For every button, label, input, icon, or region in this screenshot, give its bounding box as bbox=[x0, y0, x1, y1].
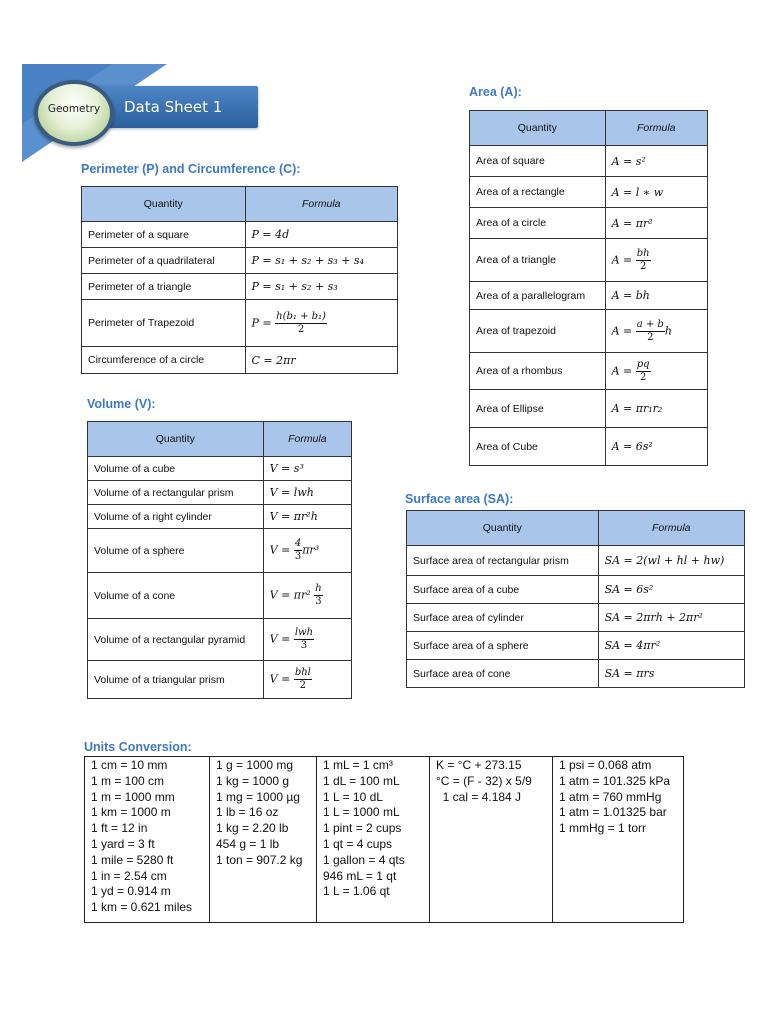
quantity-header: Quantity bbox=[407, 511, 599, 546]
fraction-numerator: bhl bbox=[294, 667, 311, 678]
table-row bbox=[407, 546, 745, 576]
table-row bbox=[82, 274, 398, 300]
conversion-line: 1 in = 2.54 cm bbox=[91, 868, 167, 883]
fraction bbox=[636, 359, 651, 384]
quantity-cell: Volume of a cone bbox=[88, 573, 264, 619]
units-conversion-table bbox=[84, 756, 684, 923]
table-row bbox=[407, 576, 745, 604]
fraction-numerator: lwh bbox=[294, 627, 314, 638]
formula-cell: SA = 2πrh + 2πr² bbox=[598, 604, 744, 632]
table-row bbox=[88, 529, 352, 573]
table-row bbox=[82, 248, 398, 274]
fraction-denominator: 3 bbox=[294, 551, 302, 562]
conversion-line: 454 g = 1 lb bbox=[216, 836, 280, 851]
units-column-length bbox=[85, 757, 210, 923]
conversion-line: 1 cm = 10 mm bbox=[91, 758, 168, 772]
table-row bbox=[82, 300, 398, 347]
table-row bbox=[470, 390, 708, 428]
conversion-line: 1 atm = 760 mmHg bbox=[559, 789, 662, 804]
formula-cell: SA = πrs bbox=[598, 660, 744, 688]
quantity-header: Quantity bbox=[88, 422, 264, 457]
formula-cell: SA = 4πr² bbox=[598, 632, 744, 660]
units-column-volume bbox=[317, 757, 430, 923]
surface-area-table bbox=[406, 510, 745, 688]
quantity-cell: Area of Ellipse bbox=[470, 390, 606, 428]
formula-cell bbox=[263, 661, 351, 699]
formula-cell: P = s₁ + s₂ + s₃ + s₄ bbox=[245, 248, 397, 274]
fraction-numerator: h bbox=[315, 583, 322, 594]
formula-lhs: A = bbox=[611, 253, 633, 266]
formula-cell bbox=[605, 353, 707, 390]
table-row bbox=[88, 457, 352, 481]
table-row bbox=[88, 619, 352, 661]
conversion-line: 1 kg = 1000 g bbox=[216, 773, 290, 788]
formula-cell: A = πr₁r₂ bbox=[605, 390, 707, 428]
quantity-cell: Circumference of a circle bbox=[82, 347, 246, 374]
formula-cell: V = lwh bbox=[263, 481, 351, 505]
formula-lhs: A = bbox=[611, 324, 633, 337]
formula-cell bbox=[605, 310, 707, 353]
fraction-denominator: 3 bbox=[315, 596, 322, 607]
area-table bbox=[469, 110, 708, 466]
conversion-line: 1 gallon = 4 qts bbox=[323, 852, 405, 867]
quantity-cell: Volume of a rectangular prism bbox=[88, 481, 264, 505]
conversion-line: 946 mL = 1 qt bbox=[323, 868, 397, 883]
geometry-badge-label: Geometry bbox=[47, 103, 101, 115]
fraction-denominator: 3 bbox=[300, 640, 308, 651]
formula-cell bbox=[245, 300, 397, 347]
quantity-cell: Area of a triangle bbox=[470, 239, 606, 282]
formula-cell: A = πr² bbox=[605, 208, 707, 239]
table-row bbox=[88, 505, 352, 529]
fraction bbox=[294, 538, 302, 563]
quantity-cell: Volume of a cube bbox=[88, 457, 264, 481]
area-heading: Area (A): bbox=[469, 85, 522, 99]
quantity-cell: Surface area of a sphere bbox=[407, 632, 599, 660]
fraction-numerator: h(b₁ + b₁) bbox=[276, 310, 326, 322]
formula-header: Formula bbox=[605, 111, 707, 146]
table-row bbox=[470, 177, 708, 208]
formula-header: Formula bbox=[263, 422, 351, 457]
formula-rhs: πr³ bbox=[302, 543, 320, 557]
quantity-cell: Area of a circle bbox=[470, 208, 606, 239]
formula-lhs: V = bbox=[269, 543, 291, 557]
fraction-numerator: bh bbox=[636, 247, 650, 259]
conversion-line: 1 lb = 16 oz bbox=[216, 805, 279, 820]
fraction-denominator: 2 bbox=[639, 260, 647, 272]
formula-cell: C = 2πr bbox=[245, 347, 397, 374]
formula-cell: A = 6s² bbox=[605, 428, 707, 466]
table-row bbox=[470, 282, 708, 310]
quantity-header: Quantity bbox=[82, 187, 246, 222]
table-row bbox=[407, 660, 745, 688]
surface-heading: Surface area (SA): bbox=[405, 492, 514, 506]
conversion-line: 1 ton = 907.2 kg bbox=[216, 852, 303, 867]
conversion-line: 1 atm = 1.01325 bar bbox=[559, 805, 667, 820]
table-row bbox=[407, 604, 745, 632]
conversion-line: 1 qt = 4 cups bbox=[323, 836, 393, 851]
fraction bbox=[275, 311, 327, 336]
table-row bbox=[470, 239, 708, 282]
quantity-cell: Volume of a triangular prism bbox=[88, 661, 264, 699]
quantity-cell: Surface area of cone bbox=[407, 660, 599, 688]
quantity-cell: Perimeter of a square bbox=[82, 222, 246, 248]
table-row bbox=[88, 661, 352, 699]
conversion-line: 1 mg = 1000 µg bbox=[216, 789, 300, 804]
formula-lhs: V = πr² bbox=[269, 588, 311, 602]
conversion-line: 1 m = 1000 mm bbox=[91, 789, 175, 804]
fraction-numerator: 4 bbox=[294, 538, 302, 549]
formula-cell: A = bh bbox=[605, 282, 707, 310]
table-row bbox=[470, 310, 708, 353]
table-row bbox=[82, 347, 398, 374]
table-row bbox=[470, 208, 708, 239]
fraction-denominator: 2 bbox=[647, 331, 654, 343]
units-column-temperature bbox=[430, 757, 553, 923]
formula-cell: SA = 6s² bbox=[598, 576, 744, 604]
quantity-cell: Area of a rectangle bbox=[470, 177, 606, 208]
perimeter-table bbox=[81, 186, 398, 374]
table-row bbox=[82, 222, 398, 248]
quantity-header: Quantity bbox=[470, 111, 606, 146]
conversion-line: 1 km = 1000 m bbox=[91, 805, 171, 820]
formula-lhs: V = bbox=[269, 672, 291, 686]
conversion-line: 1 m = 100 cm bbox=[91, 773, 165, 788]
formula-cell: V = s³ bbox=[263, 457, 351, 481]
table-row bbox=[88, 573, 352, 619]
table-row bbox=[407, 632, 745, 660]
formula-lhs: V = bbox=[269, 632, 291, 646]
quantity-cell: Volume of a rectangular pyramid bbox=[88, 619, 264, 661]
quantity-cell: Perimeter of a triangle bbox=[82, 274, 246, 300]
formula-cell: SA = 2(wl + hl + hw) bbox=[598, 546, 744, 576]
units-heading: Units Conversion: bbox=[84, 740, 192, 754]
formula-lhs: P = bbox=[251, 316, 272, 329]
formula-cell: P = s₁ + s₂ + s₃ bbox=[245, 274, 397, 300]
units-column-pressure bbox=[553, 757, 684, 923]
quantity-cell: Perimeter of a quadrilateral bbox=[82, 248, 246, 274]
formula-lhs: A = bbox=[611, 364, 633, 377]
quantity-cell: Area of a rhombus bbox=[470, 353, 606, 390]
conversion-line: 1 g = 1000 mg bbox=[216, 758, 294, 772]
conversion-line: °C = (F - 32) x 5/9 bbox=[436, 773, 532, 788]
table-row bbox=[470, 353, 708, 390]
formula-cell: A = s² bbox=[605, 146, 707, 177]
conversion-line: 1 ft = 12 in bbox=[91, 821, 148, 836]
formula-cell: P = 4d bbox=[245, 222, 397, 248]
fraction-denominator: 2 bbox=[639, 371, 647, 383]
formula-cell bbox=[605, 239, 707, 282]
quantity-cell: Surface area of rectangular prism bbox=[407, 546, 599, 576]
fraction-numerator: a + b bbox=[636, 318, 664, 330]
fraction bbox=[294, 627, 314, 652]
conversion-line: 1 yd = 0.914 m bbox=[91, 884, 171, 899]
conversion-line: 1 dL = 100 mL bbox=[323, 773, 400, 788]
conversion-line: K = °C + 273.15 bbox=[436, 758, 522, 772]
quantity-cell: Surface area of cylinder bbox=[407, 604, 599, 632]
conversion-line: 1 km = 0.621 miles bbox=[91, 900, 193, 915]
conversion-line: 1 pint = 2 cups bbox=[323, 821, 402, 836]
conversion-line: 1 cal = 4.184 J bbox=[436, 789, 522, 804]
quantity-cell: Area of trapezoid bbox=[470, 310, 606, 353]
conversion-line: 1 yard = 3 ft bbox=[91, 836, 155, 851]
quantity-cell: Area of square bbox=[470, 146, 606, 177]
formula-header: Formula bbox=[598, 511, 744, 546]
fraction bbox=[314, 583, 322, 608]
table-row bbox=[470, 146, 708, 177]
formula-rhs: h bbox=[664, 324, 672, 337]
fraction bbox=[636, 248, 651, 273]
volume-heading: Volume (V): bbox=[87, 397, 156, 411]
page-title: Data Sheet 1 bbox=[124, 98, 223, 116]
quantity-cell: Area of a parallelogram bbox=[470, 282, 606, 310]
conversion-line: 1 L = 1000 mL bbox=[323, 805, 400, 820]
quantity-cell: Volume of a right cylinder bbox=[88, 505, 264, 529]
fraction-denominator: 2 bbox=[299, 680, 307, 691]
formula-cell: A = l ∗ w bbox=[605, 177, 707, 208]
formula-cell bbox=[263, 573, 351, 619]
formula-cell: V = πr²h bbox=[263, 505, 351, 529]
formula-cell bbox=[263, 529, 351, 573]
quantity-cell: Area of Cube bbox=[470, 428, 606, 466]
conversion-line: 1 psi = 0.068 atm bbox=[559, 758, 652, 772]
fraction bbox=[294, 667, 312, 692]
quantity-cell: Perimeter of Trapezoid bbox=[82, 300, 246, 347]
conversion-line: 1 L = 10 dL bbox=[323, 789, 383, 804]
fraction-numerator: pq bbox=[636, 358, 650, 370]
conversion-line: 1 mL = 1 cm³ bbox=[323, 758, 393, 772]
conversion-line: 1 L = 1.06 qt bbox=[323, 884, 390, 899]
table-row bbox=[470, 428, 708, 466]
formula-header: Formula bbox=[245, 187, 397, 222]
conversion-line: 1 atm = 101.325 kPa bbox=[559, 773, 671, 788]
units-column-mass bbox=[210, 757, 317, 923]
conversion-line: 1 kg = 2.20 lb bbox=[216, 821, 289, 836]
quantity-cell: Surface area of a cube bbox=[407, 576, 599, 604]
conversion-line: 1 mmHg = 1 torr bbox=[559, 821, 647, 836]
perimeter-heading: Perimeter (P) and Circumference (C): bbox=[81, 162, 301, 176]
formula-cell bbox=[263, 619, 351, 661]
fraction-denominator: 2 bbox=[297, 323, 305, 335]
quantity-cell: Volume of a sphere bbox=[88, 529, 264, 573]
table-row bbox=[88, 481, 352, 505]
volume-table bbox=[87, 421, 352, 699]
conversion-line: 1 mile = 5280 ft bbox=[91, 852, 174, 867]
fraction bbox=[636, 319, 665, 344]
